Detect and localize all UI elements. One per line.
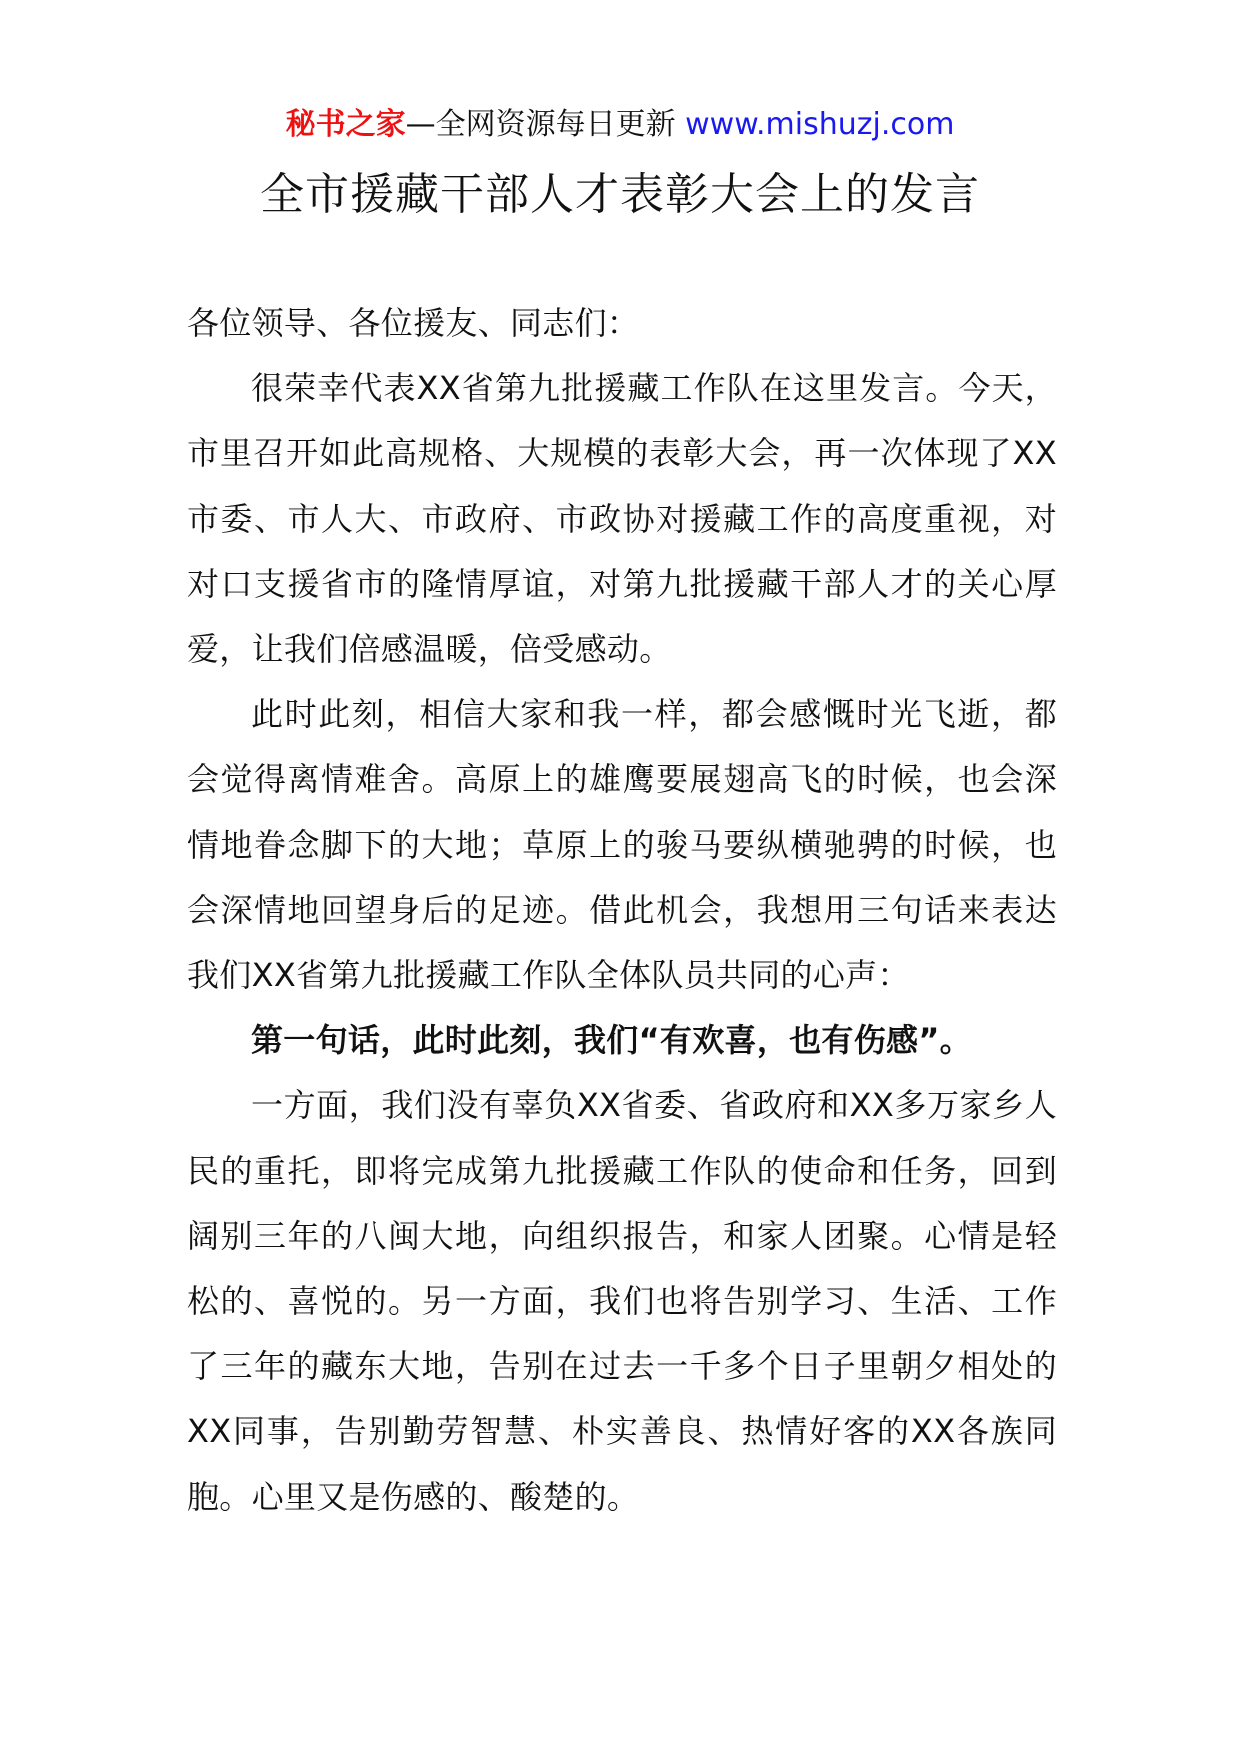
- paragraph-heading: 第一句话，此时此刻，我们“有欢喜，也有伤感”。: [251, 1021, 972, 1060]
- salutation: 各位领导、各位援友、同志们：: [187, 304, 640, 342]
- document-body: [187, 291, 1057, 1530]
- header-tagline: —全网资源每日更新: [405, 107, 686, 142]
- document-title: 全市援藏干部人才表彰大会上的发言: [260, 169, 980, 220]
- brand-name: 秘书之家: [285, 107, 406, 142]
- site-header: [0, 104, 1240, 146]
- paragraph: 一方面，我们没有辜负XX省委、省政府和XX多万家乡人民的重托，即将完成第九批援藏工作队的使命和任务，回到阔别三年的八闽大地，向组织报告，和家人团聚。心情是轻松的、喜悦的。另一方面，我们也将告别学习、生活、工作了三年的藏东大地，告别在过去一千多个日子里朝夕相处的XX同事，告别勤劳智慧、朴实善良、热情好客的XX各族同胞。心里又是伤感的、酸楚的。: [187, 1086, 1057, 1516]
- paragraph: 此时此刻，相信大家和我一样，都会感慨时光飞逝，都会觉得离情难舍。高原上的雄鹰要展翅高飞的时候，也会深情地眷念脚下的大地；草原上的骏马要纵横驰骋的时候，也会深情地回望身后的足迹。借此机会，我想用三句话来表达我们XX省第九批援藏工作队全体队员共同的心声：: [187, 695, 1057, 995]
- site-url-link[interactable]: www.mishuzj.com: [685, 107, 955, 142]
- paragraph: 很荣幸代表XX省第九批援藏工作队在这里发言。今天，市里召开如此高规格、大规模的表彰大会，再一次体现了XX市委、市人大、市政府、市政协对援藏工作的高度重视，对对口支援省市的隆情厚谊，对第九批援藏干部人才的关心厚爱，让我们倍感温暖，倍受感动。: [187, 369, 1057, 669]
